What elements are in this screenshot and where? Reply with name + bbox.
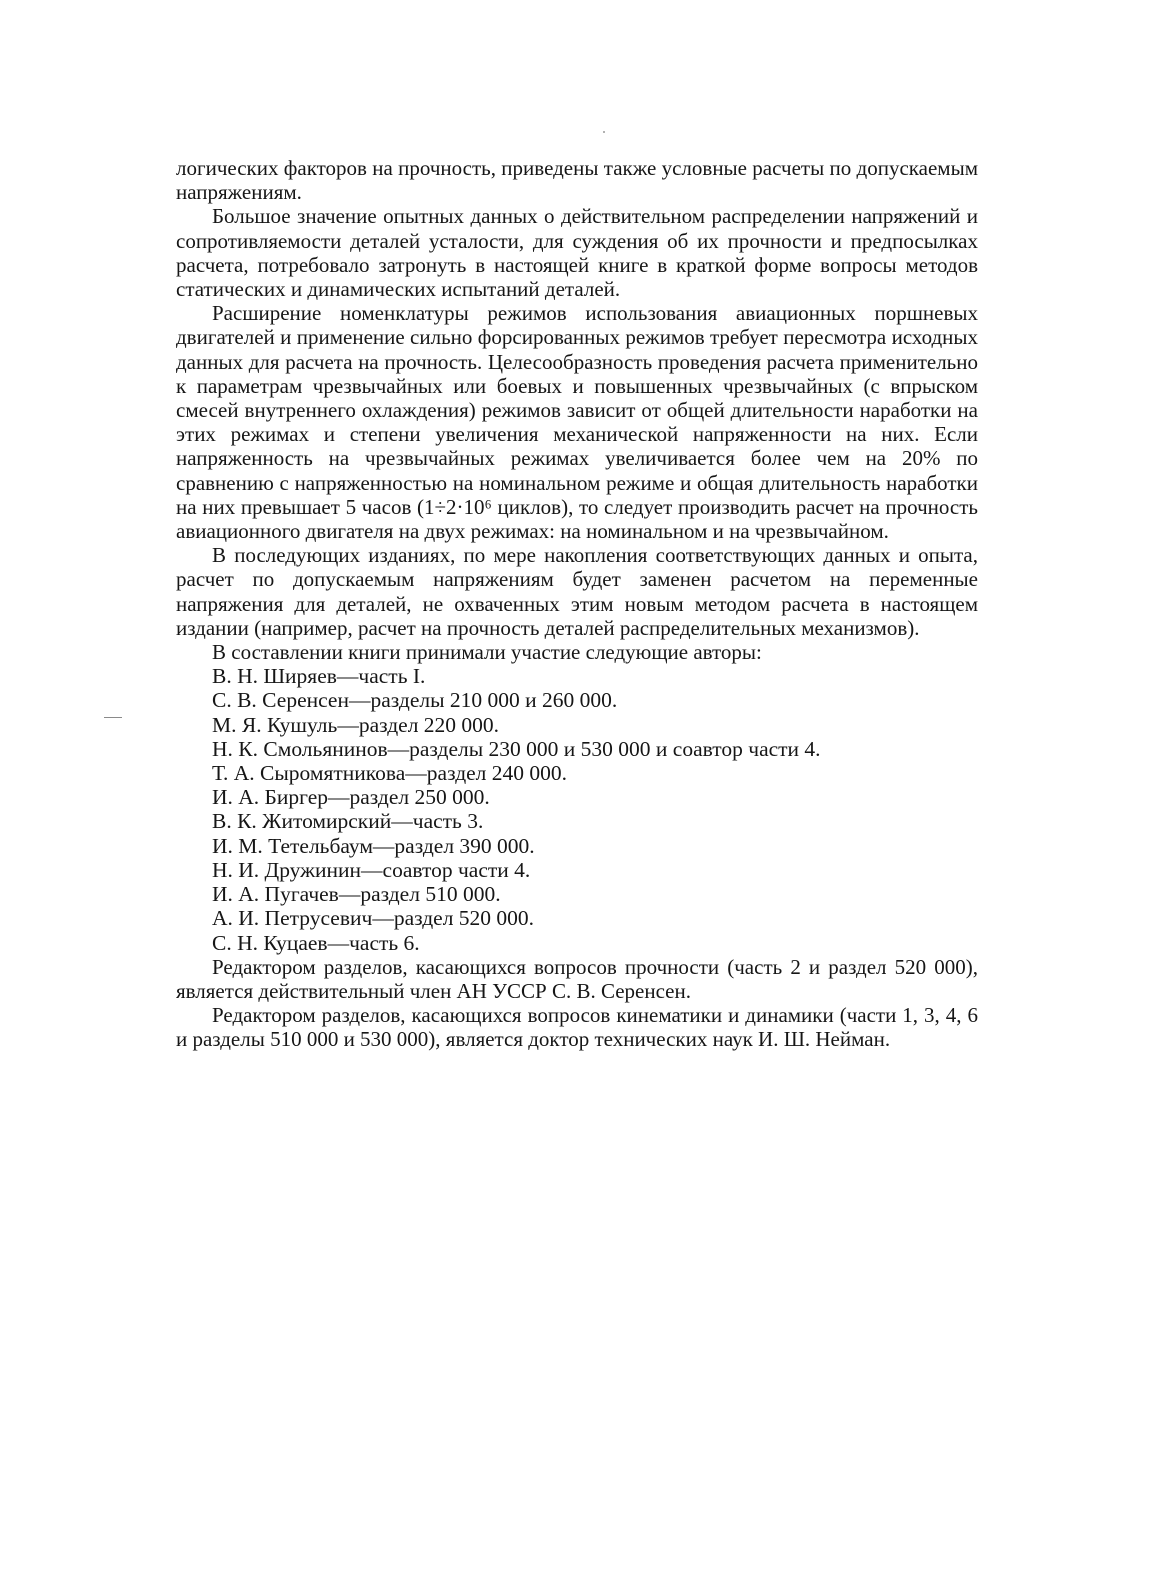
paragraph-authors-intro: В составлении книги принимали участие следующие авторы: [212,640,762,665]
author-item: И. А. Биргер—раздел 250 000. [212,785,490,810]
authors-list [176,664,978,954]
author-item: И. А. Пугачев—раздел 510 000. [212,882,501,907]
paragraph-operating-modes: Расширение номенклатуры режимов использования авиационных поршневых двигателей и применение сильно форсированных режимов требует пересмотра исходных данных для расчета на прочность. Целесообразность проведения расчета применительно к параметрам чрезвычайных или боевых и повышенных чрезвычайных (с впрыском смесей внутреннего охлаждения) режимов зависит от общей длительности наработки на этих режимах и степени увеличения механической напряженности на них. Если напряженность на чрезвычайных режимах увеличивается более чем на 20% по сравнению с напряженностью на номинальном режиме и общая длительность наработки на них превышает 5 часов (1÷2·10⁶ циклов), то следует производить расчет на прочность авиационного двигателя на двух режимах: на номинальном и на чрезвычайном. [176,301,978,544]
author-item: Н. К. Смольянинов—разделы 230 000 и 530 000 и соавтор части 4. [212,736,821,761]
author-item: В. Н. Ширяев—часть I. [212,664,426,689]
paragraph-continuation: логических факторов на прочность, приведены также условные расчеты по допускаемым напряжениям. [176,156,978,205]
author-item: С. В. Серенсен—разделы 210 000 и 260 000. [212,688,618,713]
author-item: Н. И. Дружинин—соавтор части 4. [212,857,531,882]
author-item: И. М. Тетельбаум—раздел 390 000. [212,833,535,858]
paragraph-strength-editor: Редактором разделов, касающихся вопросов прочности (часть 2 и раздел 520 000), является действительный член АН УССР С. В. Серенсен. [176,954,978,1003]
margin-mark [104,717,122,718]
author-item: Т. А. Сыромятникова—раздел 240 000. [212,761,568,786]
paragraph-future-editions: В последующих изданиях, по мере накопления соответствующих данных и опыта, расчет по допускаемым напряжениям будет заменен расчетом на переменные напряжения для деталей, не охваченных этим новым методом расчета в настоящем издании (например, расчет на прочность деталей распределительных механизмов). [176,543,978,640]
author-item: М. Я. Кушуль—раздел 220 000. [212,712,500,737]
author-item: С. Н. Куцаев—часть 6. [212,930,420,955]
document-page [176,156,978,1052]
author-item: В. К. Житомирский—часть 3. [212,809,484,834]
scan-speck [603,131,605,133]
paragraph-kinematics-editor: Редактором разделов, касающихся вопросов кинематики и динамики (части 1, 3, 4, 6 и разделы 510 000 и 530 000), является доктор технических наук И. Ш. Нейман. [176,1003,978,1052]
author-item: А. И. Петрусевич—раздел 520 000. [212,906,535,931]
paragraph-experimental-data: Большое значение опытных данных о действительном распределении напряжений и сопротивляемости деталей усталости, для суждения об их прочности и предпосылках расчета, потребовало затронуть в настоящей книге в краткой форме вопросы методов статических и динамических испытаний деталей. [176,204,978,302]
